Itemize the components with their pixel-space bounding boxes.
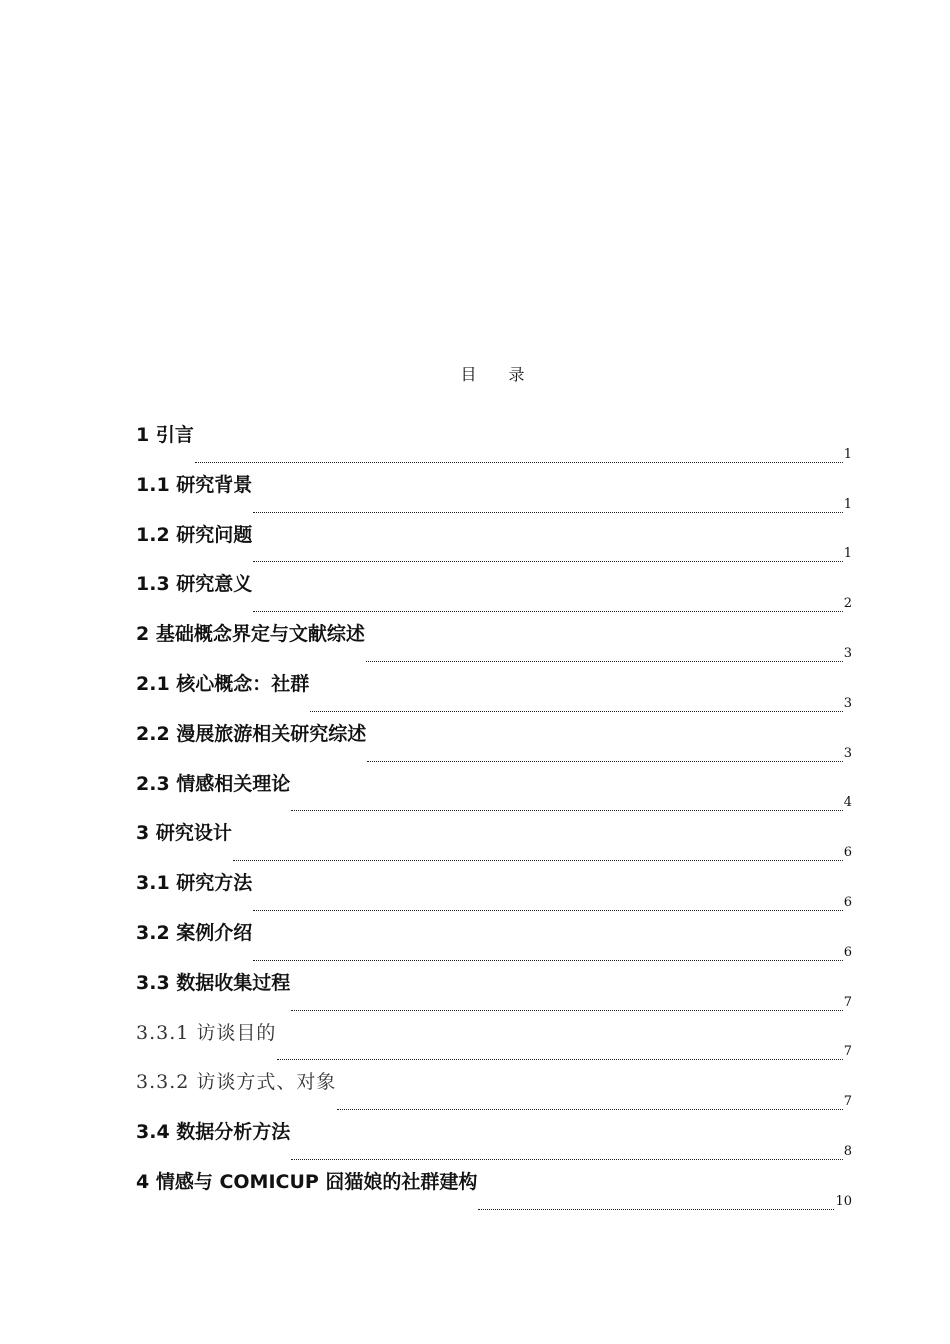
toc-entry[interactable] <box>136 1165 852 1215</box>
toc-entry-label: 3.2 案例介绍 <box>136 921 253 944</box>
toc-dot-leader <box>291 809 842 811</box>
toc-dot-leader <box>195 461 843 463</box>
toc-page-number: 3 <box>843 695 852 711</box>
toc-dot-leader <box>253 959 842 961</box>
toc-entry[interactable] <box>136 468 852 518</box>
toc-entry[interactable] <box>136 767 852 817</box>
toc-entry[interactable] <box>136 866 852 916</box>
toc-dot-leader <box>253 610 842 612</box>
page-title: 目 录 <box>460 365 525 384</box>
toc-page-number: 1 <box>843 446 852 462</box>
toc-entry-label: 3.3.1 访谈目的 <box>136 1021 277 1044</box>
toc-dot-leader <box>291 1158 842 1160</box>
toc-entry[interactable] <box>136 1115 852 1165</box>
table-of-contents <box>136 418 852 1215</box>
toc-page-number: 6 <box>843 944 852 960</box>
toc-page-number: 1 <box>843 496 852 512</box>
toc-entry[interactable] <box>136 418 852 468</box>
toc-entry-label: 3.3 数据收集过程 <box>136 971 291 994</box>
toc-entry[interactable] <box>136 966 852 1016</box>
toc-page-number: 6 <box>843 894 852 910</box>
toc-entry[interactable] <box>136 617 852 667</box>
toc-page-number: 7 <box>843 1094 852 1110</box>
toc-dot-leader <box>310 710 842 712</box>
toc-entry-label: 2.2 漫展旅游相关研究综述 <box>136 722 367 745</box>
toc-entry[interactable] <box>136 717 852 767</box>
toc-page-number: 1 <box>843 546 852 562</box>
toc-entry[interactable] <box>136 1065 852 1115</box>
toc-entry-label: 2.3 情感相关理论 <box>136 772 291 795</box>
toc-entry-label: 3.4 数据分析方法 <box>136 1121 291 1144</box>
toc-dot-leader <box>233 859 843 861</box>
toc-dot-leader <box>253 909 842 911</box>
toc-entry[interactable] <box>136 816 852 866</box>
toc-entry-label: 2 基础概念界定与文献综述 <box>136 623 365 646</box>
toc-entry-label: 1.2 研究问题 <box>136 523 253 546</box>
toc-entry-label: 3.3.2 访谈方式、对象 <box>136 1071 337 1094</box>
toc-dot-leader <box>291 1009 842 1011</box>
toc-page-number: 10 <box>835 1193 852 1209</box>
toc-dot-leader <box>277 1058 842 1060</box>
toc-page-number: 8 <box>843 1143 852 1159</box>
toc-page-number: 3 <box>843 745 852 761</box>
toc-entry-label: 1.1 研究背景 <box>136 473 253 496</box>
toc-dot-leader <box>337 1108 842 1110</box>
toc-dot-leader <box>366 660 843 662</box>
toc-entry[interactable] <box>136 518 852 568</box>
toc-dot-leader <box>253 511 842 513</box>
toc-entry-label: 3.1 研究方法 <box>136 872 253 895</box>
toc-dot-leader <box>253 560 842 562</box>
toc-entry[interactable] <box>136 567 852 617</box>
toc-dot-leader <box>367 760 842 762</box>
toc-entry-label: 3 研究设计 <box>136 822 232 845</box>
toc-page-number: 7 <box>843 1044 852 1060</box>
toc-page-number: 6 <box>843 845 852 861</box>
toc-entry[interactable] <box>136 667 852 717</box>
toc-dot-leader <box>478 1208 834 1210</box>
toc-page-number: 4 <box>843 795 852 811</box>
toc-entry-label: 4 情感与 COMICUP 囧猫娘的社群建构 <box>136 1170 478 1193</box>
toc-page-number: 2 <box>843 596 852 612</box>
toc-page-number: 3 <box>843 645 852 661</box>
toc-page-number: 7 <box>843 994 852 1010</box>
toc-entry-label: 1 引言 <box>136 424 194 446</box>
toc-entry[interactable] <box>136 916 852 966</box>
toc-entry[interactable] <box>136 1016 852 1066</box>
toc-entry-label: 1.3 研究意义 <box>136 573 253 596</box>
toc-entry-label: 2.1 核心概念：社群 <box>136 672 310 695</box>
